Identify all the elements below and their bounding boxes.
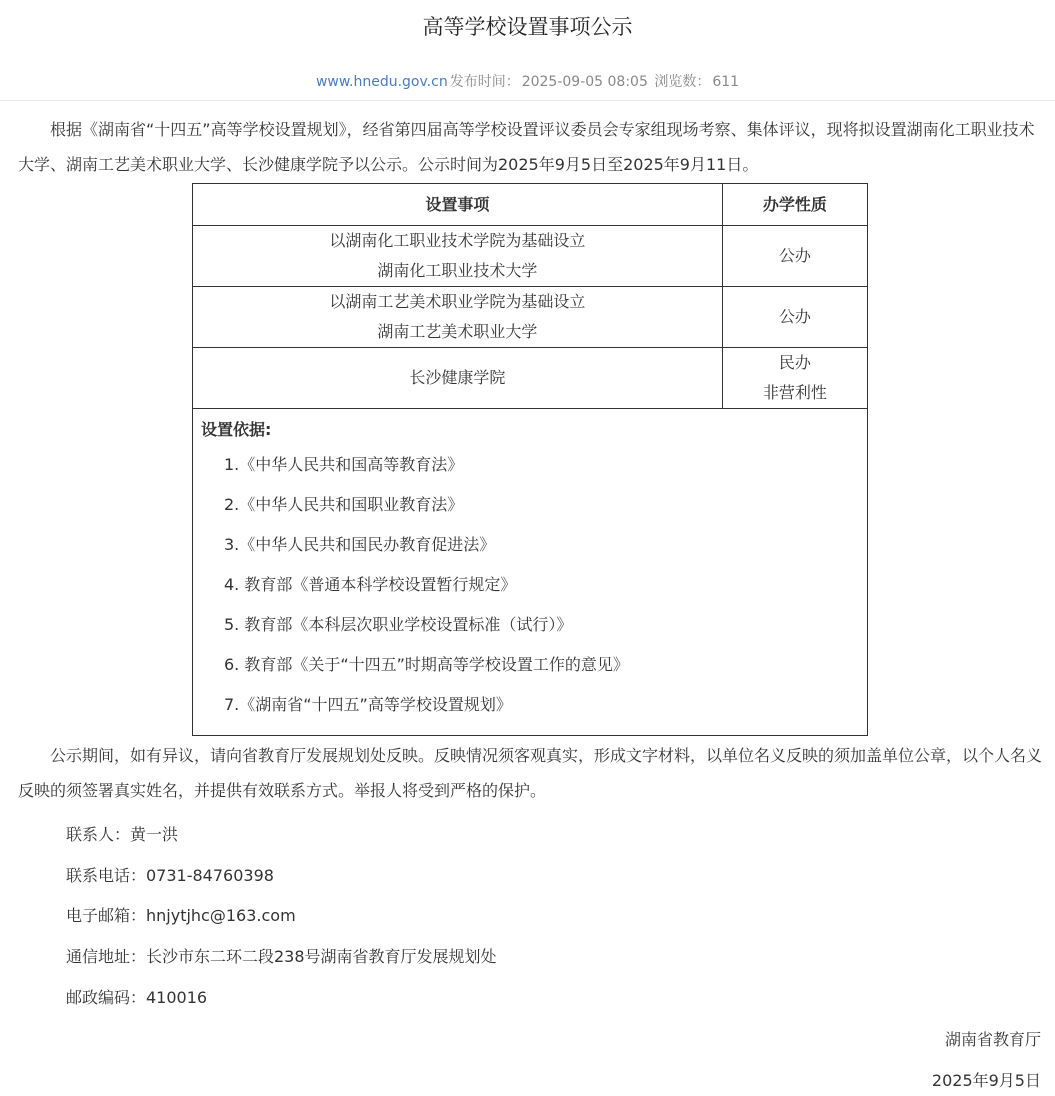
contact-person: 联系人：黄一洪 (66, 825, 179, 844)
intro-paragraph: 根据《湖南省“十四五”高等学校设置规划》，经省第四届高等学校设置评议委员会专家组现场考察、集体评议，现将拟设置湖南化工职业技术大学、湖南工艺美术职业大学、长沙健康学院予以公示。公示时间为2025年9月5日至2025年9月11日。 (18, 120, 1035, 174)
list-item: 5. 教育部《本科层次职业学校设置标准（试行）》 (224, 615, 573, 634)
contact-address: 通信地址：长沙市东二环二段238号湖南省教育厅发展规划处 (66, 947, 497, 966)
list-item: 1.《中华人民共和国高等教育法》 (224, 455, 464, 474)
signature-date: 2025年9月5日 (931, 1071, 1041, 1090)
view-count: 611 (712, 74, 740, 90)
item-line: 以湖南化工职业技术学院为基础设立 (329, 231, 586, 250)
source-site-link[interactable]: www.hnedu.gov.cn (315, 74, 448, 90)
item-cell (193, 348, 723, 409)
header-item: 设置事项 (193, 184, 723, 226)
item-line: 湖南工艺美术职业大学 (377, 322, 538, 341)
contact-postcode: 邮政编码：410016 (66, 988, 208, 1007)
nature-line: 非营利性 (762, 383, 827, 402)
publish-label: 发布时间： (449, 74, 520, 90)
publish-time: 2025-09-05 08:05 (521, 74, 648, 90)
table-row (193, 226, 868, 287)
basis-title: 设置依据: (201, 420, 272, 439)
objection-paragraph: 公示期间，如有异议，请向省教育厅发展规划处反映。反映情况须客观真实，形成文字材料，以单位名义反映的须加盖单位公章，以个人名义反映的须签署真实姓名，并提供有效联系方式。举报人将受到严格的保护。 (18, 746, 1043, 800)
header-nature: 办学性质 (722, 184, 867, 226)
page-title: 高等学校设置事项公示 (422, 15, 633, 39)
item-cell (193, 226, 723, 287)
table-row (193, 348, 868, 409)
list-item: 6. 教育部《关于“十四五”时期高等学校设置工作的意见》 (224, 655, 629, 674)
table-header-row (193, 184, 868, 226)
nature-line: 公办 (778, 307, 811, 326)
establishment-table (192, 183, 868, 736)
nature-cell (722, 287, 867, 348)
list-item: 3.《中华人民共和国民办教育促进法》 (224, 535, 496, 554)
nature-line: 公办 (778, 246, 811, 265)
list-item: 2.《中华人民共和国职业教育法》 (224, 495, 464, 514)
basis-cell (193, 409, 868, 736)
basis-list (193, 445, 867, 725)
table-row (193, 287, 868, 348)
nature-line: 民办 (778, 353, 811, 372)
views-label: 浏览数： (654, 74, 711, 90)
nature-cell (722, 348, 867, 409)
article-meta (0, 70, 1055, 94)
contact-phone: 联系电话：0731-84760398 (66, 866, 274, 885)
header-divider (0, 100, 1055, 101)
basis-row (193, 409, 868, 736)
contact-email: 电子邮箱：hnjytjhc@163.com (66, 906, 296, 925)
item-line: 湖南化工职业技术大学 (377, 261, 538, 280)
list-item: 4. 教育部《普通本科学校设置暂行规定》 (224, 575, 517, 594)
signature-org: 湖南省教育厅 (944, 1030, 1041, 1049)
item-line: 长沙健康学院 (409, 368, 506, 387)
nature-cell (722, 226, 867, 287)
list-item: 7.《湖南省“十四五”高等学校设置规划》 (224, 695, 512, 714)
item-line: 以湖南工艺美术职业学院为基础设立 (329, 292, 586, 311)
item-cell (193, 287, 723, 348)
